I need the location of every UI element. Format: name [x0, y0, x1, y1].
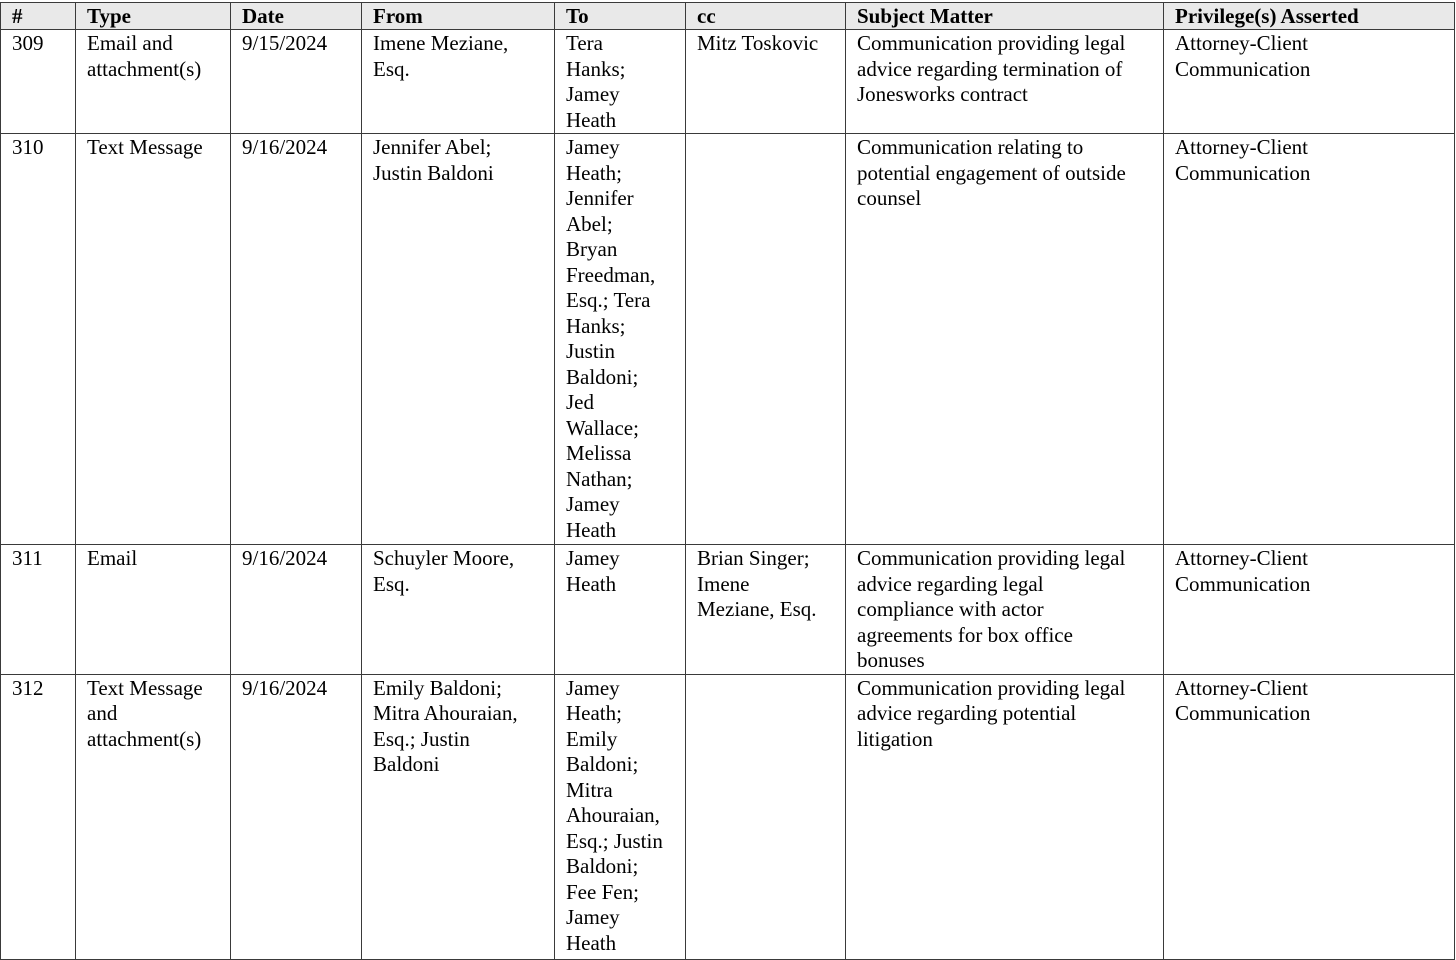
table-body [1, 30, 1455, 960]
cell-number: 311 [1, 545, 76, 675]
cell-to: Tera Hanks; Jamey Heath [555, 30, 686, 134]
column-header-number: # [1, 3, 76, 30]
column-header-type: Type [76, 3, 231, 30]
cell-date: 9/16/2024 [231, 134, 362, 545]
cell-number: 309 [1, 30, 76, 134]
column-header-subject-matter: Subject Matter [846, 3, 1164, 30]
cell-subject-matter: Communication providing legal advice regarding termination of Jonesworks contract [846, 30, 1164, 134]
cell-date: 9/16/2024 [231, 674, 362, 959]
cell-to: Jamey Heath; Emily Baldoni; Mitra Ahouraian, Esq.; Justin Baldoni; Fee Fen; Jamey Heath [555, 674, 686, 959]
cell-privileges-asserted: Attorney-Client Communication [1164, 30, 1455, 134]
table-row [1, 134, 1455, 545]
cell-from: Emily Baldoni; Mitra Ahouraian, Esq.; Justin Baldoni [362, 674, 555, 959]
cell-subject-matter: Communication providing legal advice regarding legal compliance with actor agreements for box office bonuses [846, 545, 1164, 675]
column-header-to: To [555, 3, 686, 30]
column-header-date: Date [231, 3, 362, 30]
cell-privileges-asserted: Attorney-Client Communication [1164, 134, 1455, 545]
table-header [1, 3, 1455, 30]
cell-cc [686, 134, 846, 545]
cell-type: Email and attachment(s) [76, 30, 231, 134]
cell-type: Text Message [76, 134, 231, 545]
cell-subject-matter: Communication relating to potential engagement of outside counsel [846, 134, 1164, 545]
cell-date: 9/15/2024 [231, 30, 362, 134]
cell-number: 310 [1, 134, 76, 545]
cell-from: Schuyler Moore, Esq. [362, 545, 555, 675]
table-row [1, 545, 1455, 675]
column-header-from: From [362, 3, 555, 30]
cell-type: Email [76, 545, 231, 675]
table-row [1, 674, 1455, 959]
cell-from: Imene Meziane, Esq. [362, 30, 555, 134]
cell-cc: Mitz Toskovic [686, 30, 846, 134]
cell-privileges-asserted: Attorney-Client Communication [1164, 674, 1455, 959]
cell-cc [686, 674, 846, 959]
cell-cc: Brian Singer; Imene Meziane, Esq. [686, 545, 846, 675]
privilege-log-table [0, 2, 1455, 960]
column-header-privileges-asserted: Privilege(s) Asserted [1164, 3, 1455, 30]
table-row [1, 30, 1455, 134]
cell-to: Jamey Heath; Jennifer Abel; Bryan Freedman, Esq.; Tera Hanks; Justin Baldoni; Jed Wallace; Melissa Nathan; Jamey Heath [555, 134, 686, 545]
cell-to: Jamey Heath [555, 545, 686, 675]
cell-type: Text Message and attachment(s) [76, 674, 231, 959]
column-header-cc: cc [686, 3, 846, 30]
cell-subject-matter: Communication providing legal advice regarding potential litigation [846, 674, 1164, 959]
cell-number: 312 [1, 674, 76, 959]
header-row [1, 3, 1455, 30]
cell-date: 9/16/2024 [231, 545, 362, 675]
cell-privileges-asserted: Attorney-Client Communication [1164, 545, 1455, 675]
cell-from: Jennifer Abel; Justin Baldoni [362, 134, 555, 545]
